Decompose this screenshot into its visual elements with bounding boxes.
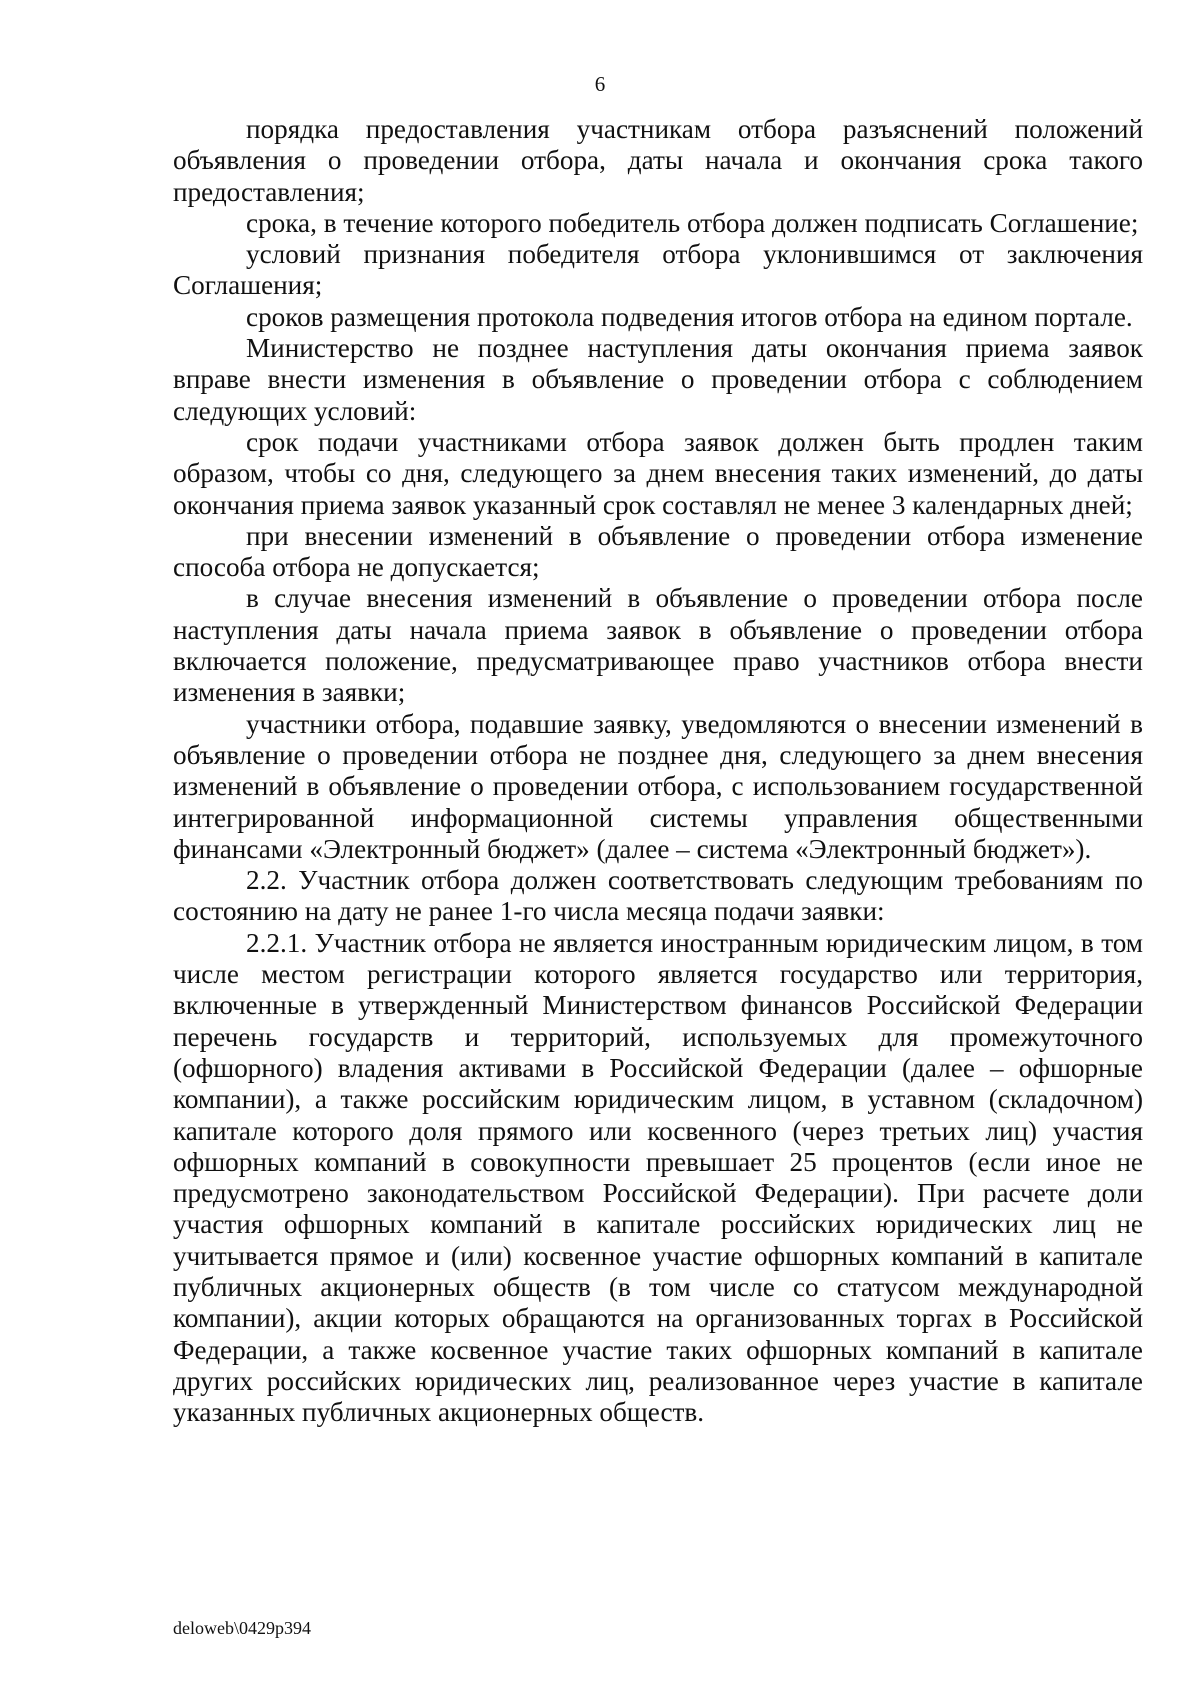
document-body (173, 114, 1143, 1428)
paragraph-evasion-conditions: условий признания победителя отбора уклонившимся от заключения Соглашения; (173, 239, 1143, 301)
paragraph-application-changes: в случае внесения изменений в объявление о проведении отбора после наступления даты начала приема заявок в объявление о проведении отбора включается положение, предусматривающее право участников отбора внести изменения в заявки; (173, 583, 1143, 708)
paragraph-clarifications: порядка предоставления участникам отбора разъяснений положений объявления о проведении отбора, даты начала и окончания срока такого предоставления; (173, 114, 1143, 207)
paragraph-signing-term: срока, в течение которого победитель отбора должен подписать Соглашение; (246, 207, 1139, 238)
paragraph-ministry-changes: Министерство не позднее наступления даты окончания приема заявок вправе внести изменения в объявление о проведении отбора с соблюдением следующих условий: (173, 333, 1143, 426)
paragraph-method-unchanged: при внесении изменений в объявление о проведении отбора изменение способа отбора не допускается; (173, 520, 1143, 583)
paragraph-section-2-2: 2.2. Участник отбора должен соответствовать следующим требованиям по состоянию на дату не ранее 1-го числа месяца подачи заявки: (173, 865, 1143, 927)
paragraph-deadline-extension: срок подачи участниками отбора заявок должен быть продлен таким образом, чтобы со дня, следующего за днем внесения таких изменений, до даты окончания приема заявок указанный срок составлял не менее 3 календарных дней; (173, 426, 1143, 520)
paragraph-section-2-2-1: 2.2.1. Участник отбора не является иностранным юридическим лицом, в том числе местом регистрации которого является государство или территория, включенные в утвержденный Министерством финансов Российской Федерации перечень государств и территорий, используемых для промежуточного (офшорного) владения активами в Российской Федерации (далее – офшорные компании), а также российским юридическим лицом, в уставном (складочном) капитале которого доля прямого или косвенного (через третьих лиц) участия офшорных компаний в совокупности превышает 25 процентов (если иное не предусмотрено законодательством Российской Федерации). При расчете доли участия офшорных компаний в капитале российских юридических лиц не учитывается прямое и (или) косвенное участие офшорных компаний в капитале публичных акционерных обществ (в том числе со статусом международной компании), акции которых обращаются на организованных торгах в Российской Федерации, а также косвенное участие таких офшорных компаний в капитале других российских юридических лиц, реализованное через участие в капитале указанных публичных акционерных обществ. (173, 927, 1143, 1428)
page-number: 6 (594, 72, 606, 96)
document-footer-code: deloweb\0429p394 (173, 1618, 311, 1638)
paragraph-protocol-terms: сроков размещения протокола подведения итогов отбора на едином портале. (246, 301, 1133, 332)
paragraph-participant-notification: участники отбора, подавшие заявку, уведомляются о внесении изменений в объявление о проведении отбора не позднее дня, следующего за днем внесения изменений в объявление о проведении отбора, с использованием государственной интегрированной информационной системы управления общественными финансами «Электронный бюджет» (далее – система «Электронный бюджет»). (173, 708, 1143, 864)
